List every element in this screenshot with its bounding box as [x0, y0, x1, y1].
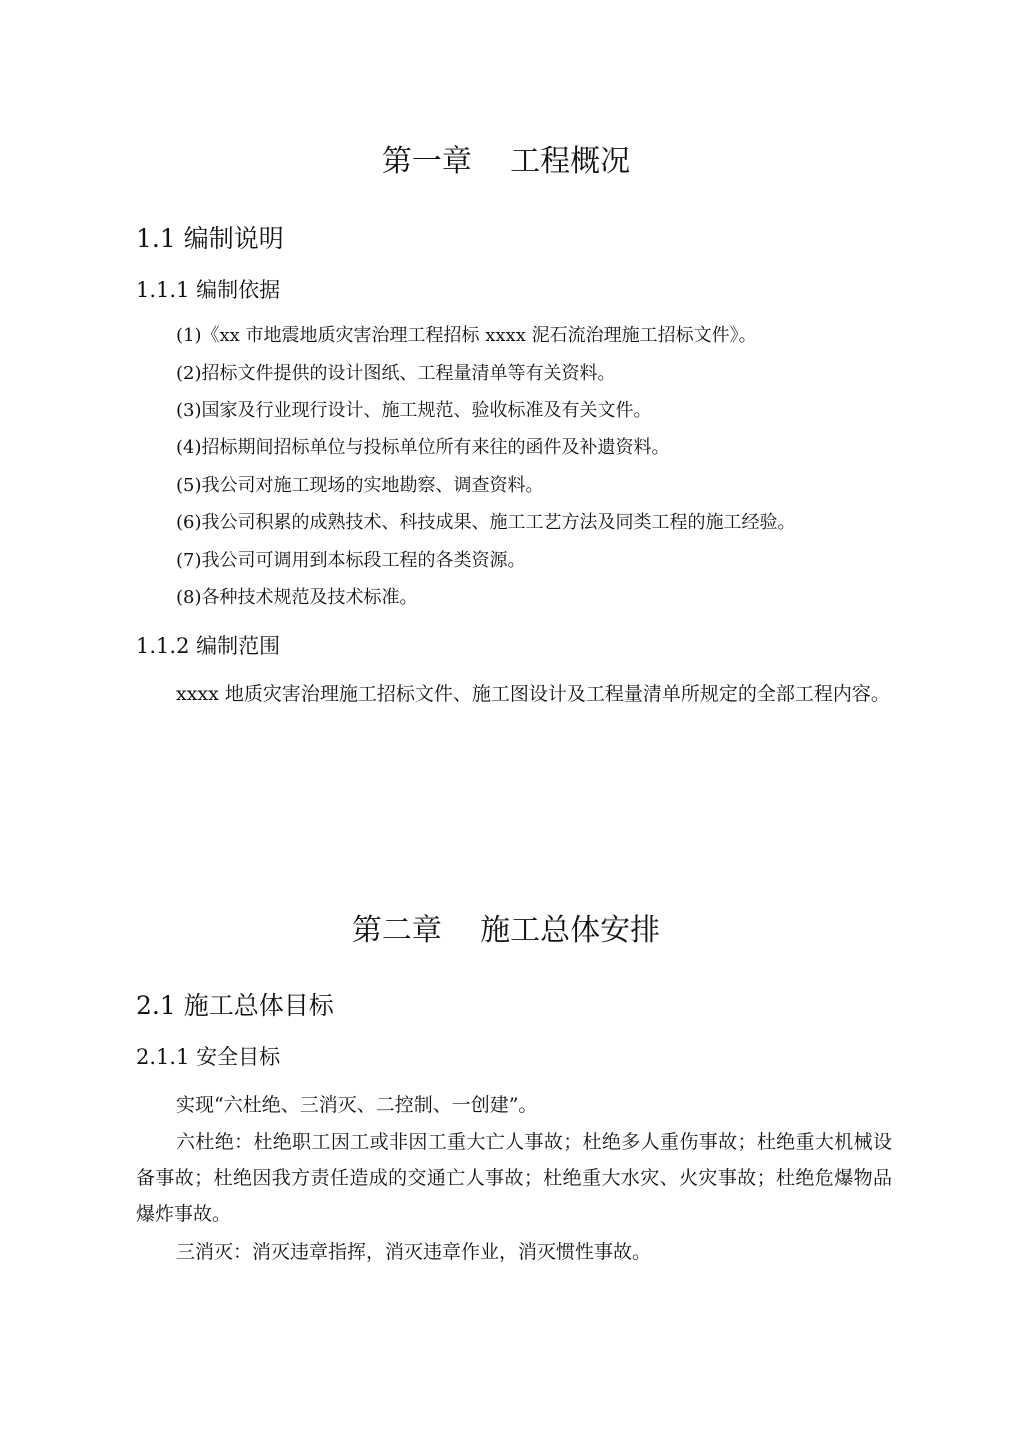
- basis-item-5: (5)我公司对施工现场的实地勘察、调查资料。: [176, 475, 544, 496]
- chapter-2-title: 第二章 施工总体安排: [351, 913, 661, 948]
- safety-goal-paragraph-2: 六杜绝：杜绝职工因工或非因工重大亡人事故；杜绝多人重伤事故；杜绝重大机械设备事故；杜绝因我方责任造成的交通亡人事故；杜绝重大水灾、火灾事故；杜绝危爆物品爆炸事故。: [136, 1131, 892, 1225]
- subsection-2-1-1-heading: 2.1.1 安全目标: [136, 1045, 281, 1069]
- safety-goal-paragraph-1: 实现“六杜绝、三消灭、二控制、一创建”。: [176, 1094, 538, 1116]
- basis-item-2: (2)招标文件提供的设计图纸、工程量清单等有关资料。: [176, 363, 616, 384]
- basis-item-6: (6)我公司积累的成熟技术、科技成果、施工工艺方法及同类工程的施工经验。: [176, 512, 796, 533]
- section-1-1-heading: 1.1 编制说明: [136, 224, 284, 253]
- subsection-1-1-1-heading: 1.1.1 编制依据: [136, 278, 281, 302]
- subsection-1-1-2-heading: 1.1.2 编制范围: [136, 634, 281, 658]
- basis-item-1: (1)《xx 市地震地质灾害治理工程招标 xxxx 泥石流治理施工招标文件》。: [176, 325, 757, 346]
- scope-paragraph: xxxx 地质灾害治理施工招标文件、施工图设计及工程量清单所规定的全部工程内容。: [176, 683, 890, 705]
- safety-goal-paragraph-3: 三消灭：消灭违章指挥，消灭违章作业，消灭惯性事故。: [176, 1241, 652, 1263]
- basis-item-3: (3)国家及行业现行设计、施工规范、验收标准及有关文件。: [176, 400, 652, 421]
- basis-item-4: (4)招标期间招标单位与投标单位所有来往的函件及补遗资料。: [176, 437, 670, 458]
- section-2-1-heading: 2.1 施工总体目标: [136, 991, 334, 1020]
- basis-item-7: (7)我公司可调用到本标段工程的各类资源。: [176, 550, 526, 571]
- chapter-1-title: 第一章 工程概况: [381, 144, 631, 179]
- basis-item-8: (8)各种技术规范及技术标准。: [176, 587, 418, 608]
